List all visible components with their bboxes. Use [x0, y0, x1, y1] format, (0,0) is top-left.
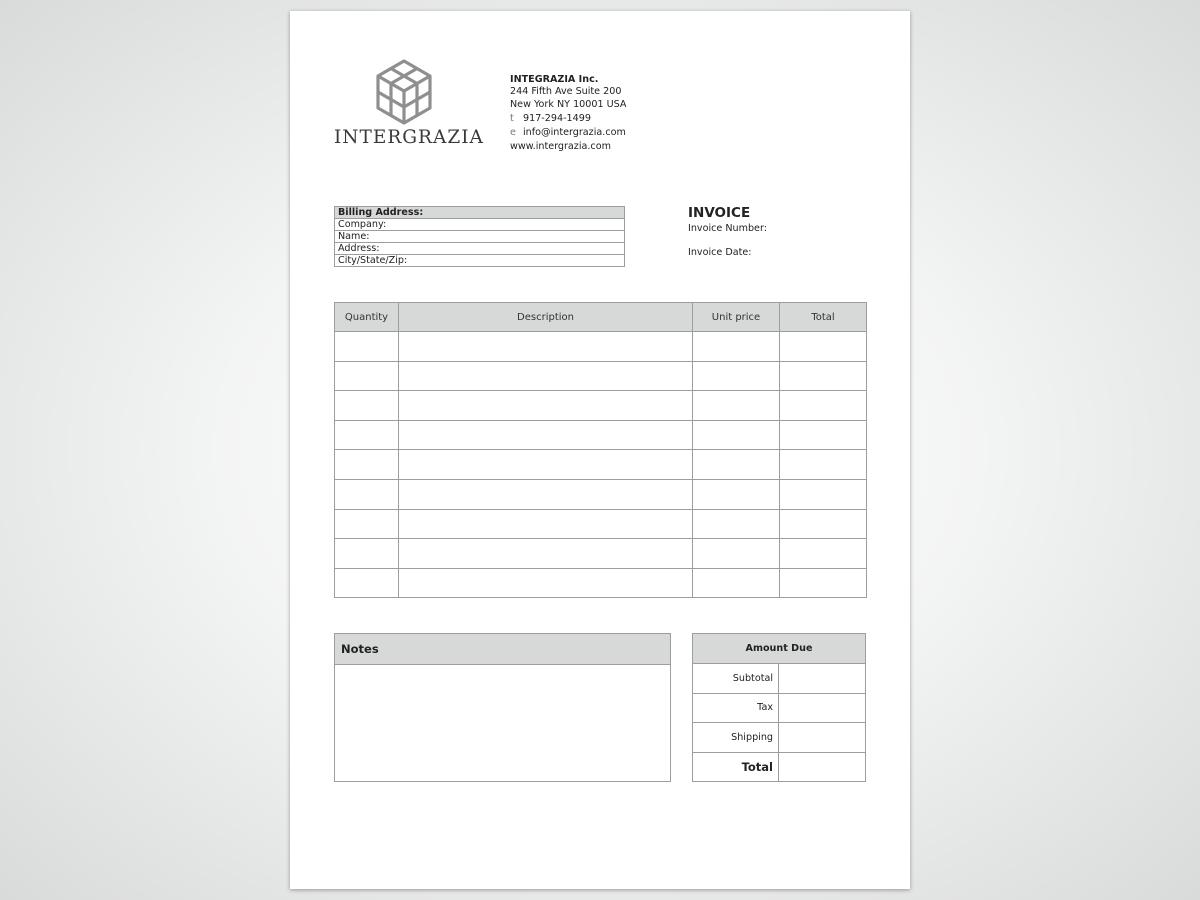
- table-row: [335, 332, 867, 362]
- billing-name-field: Name:: [335, 230, 624, 242]
- quantity-cell[interactable]: [335, 450, 399, 480]
- total-cell[interactable]: [780, 509, 867, 539]
- quantity-cell[interactable]: [335, 509, 399, 539]
- total-row: [693, 752, 866, 782]
- table-row: [335, 509, 867, 539]
- total-cell[interactable]: [780, 420, 867, 450]
- shipping-row: [693, 723, 866, 753]
- table-row: [335, 568, 867, 598]
- total-cell[interactable]: [780, 568, 867, 598]
- website: www.intergrazia.com: [510, 141, 611, 153]
- quantity-cell[interactable]: [335, 361, 399, 391]
- unit-price-cell[interactable]: [693, 420, 780, 450]
- billing-company-field: Company:: [335, 218, 624, 230]
- table-row: [335, 420, 867, 450]
- description-cell[interactable]: [399, 509, 693, 539]
- unit-price-cell[interactable]: [693, 479, 780, 509]
- table-row: [335, 450, 867, 480]
- amount-due-table: [692, 633, 866, 782]
- quantity-cell[interactable]: [335, 332, 399, 362]
- description-header: Description: [399, 303, 693, 332]
- billing-address-box: [334, 206, 625, 267]
- table-header-row: [335, 303, 867, 332]
- company-name: INTEGRAZIA Inc.: [510, 74, 599, 85]
- subtotal-value[interactable]: [779, 664, 866, 694]
- logo-wordmark: INTERGRAZIA: [334, 127, 484, 148]
- quantity-cell[interactable]: [335, 539, 399, 569]
- address-line1: 244 Fifth Ave Suite 200: [510, 86, 622, 98]
- notes-body[interactable]: [335, 665, 670, 780]
- total-cell[interactable]: [780, 391, 867, 421]
- invoice-date-label: Invoice Date:: [688, 247, 752, 258]
- total-value[interactable]: [779, 752, 866, 782]
- total-cell[interactable]: [780, 361, 867, 391]
- unit-price-cell[interactable]: [693, 568, 780, 598]
- address-line2: New York NY 10001 USA: [510, 98, 627, 110]
- description-cell[interactable]: [399, 450, 693, 480]
- unit-price-cell[interactable]: [693, 539, 780, 569]
- billing-city-state-zip-field: City/State/Zip:: [335, 254, 624, 266]
- company-info: [510, 74, 627, 154]
- line-items-table: [334, 302, 867, 598]
- quantity-cell[interactable]: [335, 420, 399, 450]
- tax-value[interactable]: [779, 693, 866, 723]
- quantity-cell[interactable]: [335, 391, 399, 421]
- billing-heading: Billing Address:: [335, 207, 624, 218]
- description-cell[interactable]: [399, 420, 693, 450]
- shipping-value[interactable]: [779, 723, 866, 753]
- unit-price-cell[interactable]: [693, 450, 780, 480]
- unit-price-cell[interactable]: [693, 391, 780, 421]
- subtotal-row: [693, 664, 866, 694]
- table-row: [335, 391, 867, 421]
- email-prefix: e: [510, 127, 516, 139]
- tax-label: Tax: [693, 693, 779, 723]
- description-cell[interactable]: [399, 332, 693, 362]
- total-label: Total: [693, 752, 779, 782]
- hexagon-cube-logo-icon: [374, 59, 434, 125]
- amount-due-heading: Amount Due: [693, 634, 866, 664]
- unit-price-cell[interactable]: [693, 361, 780, 391]
- quantity-cell[interactable]: [335, 479, 399, 509]
- unit-price-cell[interactable]: [693, 509, 780, 539]
- email-address: info@intergrazia.com: [523, 127, 626, 139]
- invoice-sheet: [290, 11, 910, 889]
- total-cell[interactable]: [780, 332, 867, 362]
- total-header: Total: [780, 303, 867, 332]
- table-row: [335, 479, 867, 509]
- total-cell[interactable]: [780, 450, 867, 480]
- tax-row: [693, 693, 866, 723]
- unit-price-header: Unit price: [693, 303, 780, 332]
- invoice-title: INVOICE: [688, 205, 751, 221]
- phone-prefix: t: [510, 112, 514, 124]
- description-cell[interactable]: [399, 391, 693, 421]
- total-cell[interactable]: [780, 479, 867, 509]
- total-cell[interactable]: [780, 539, 867, 569]
- description-cell[interactable]: [399, 361, 693, 391]
- subtotal-label: Subtotal: [693, 664, 779, 694]
- description-cell[interactable]: [399, 539, 693, 569]
- company-logo: [334, 59, 484, 148]
- notes-heading: Notes: [335, 634, 670, 665]
- phone-row: [510, 113, 627, 125]
- table-row: [335, 539, 867, 569]
- description-cell[interactable]: [399, 479, 693, 509]
- description-cell[interactable]: [399, 568, 693, 598]
- invoice-number-label: Invoice Number:: [688, 223, 767, 234]
- email-row: [510, 127, 627, 139]
- billing-address-field: Address:: [335, 242, 624, 254]
- table-row: [335, 361, 867, 391]
- shipping-label: Shipping: [693, 723, 779, 753]
- unit-price-cell[interactable]: [693, 332, 780, 362]
- quantity-header: Quantity: [335, 303, 399, 332]
- notes-box: [334, 633, 671, 782]
- phone-number: 917-294-1499: [523, 112, 591, 124]
- quantity-cell[interactable]: [335, 568, 399, 598]
